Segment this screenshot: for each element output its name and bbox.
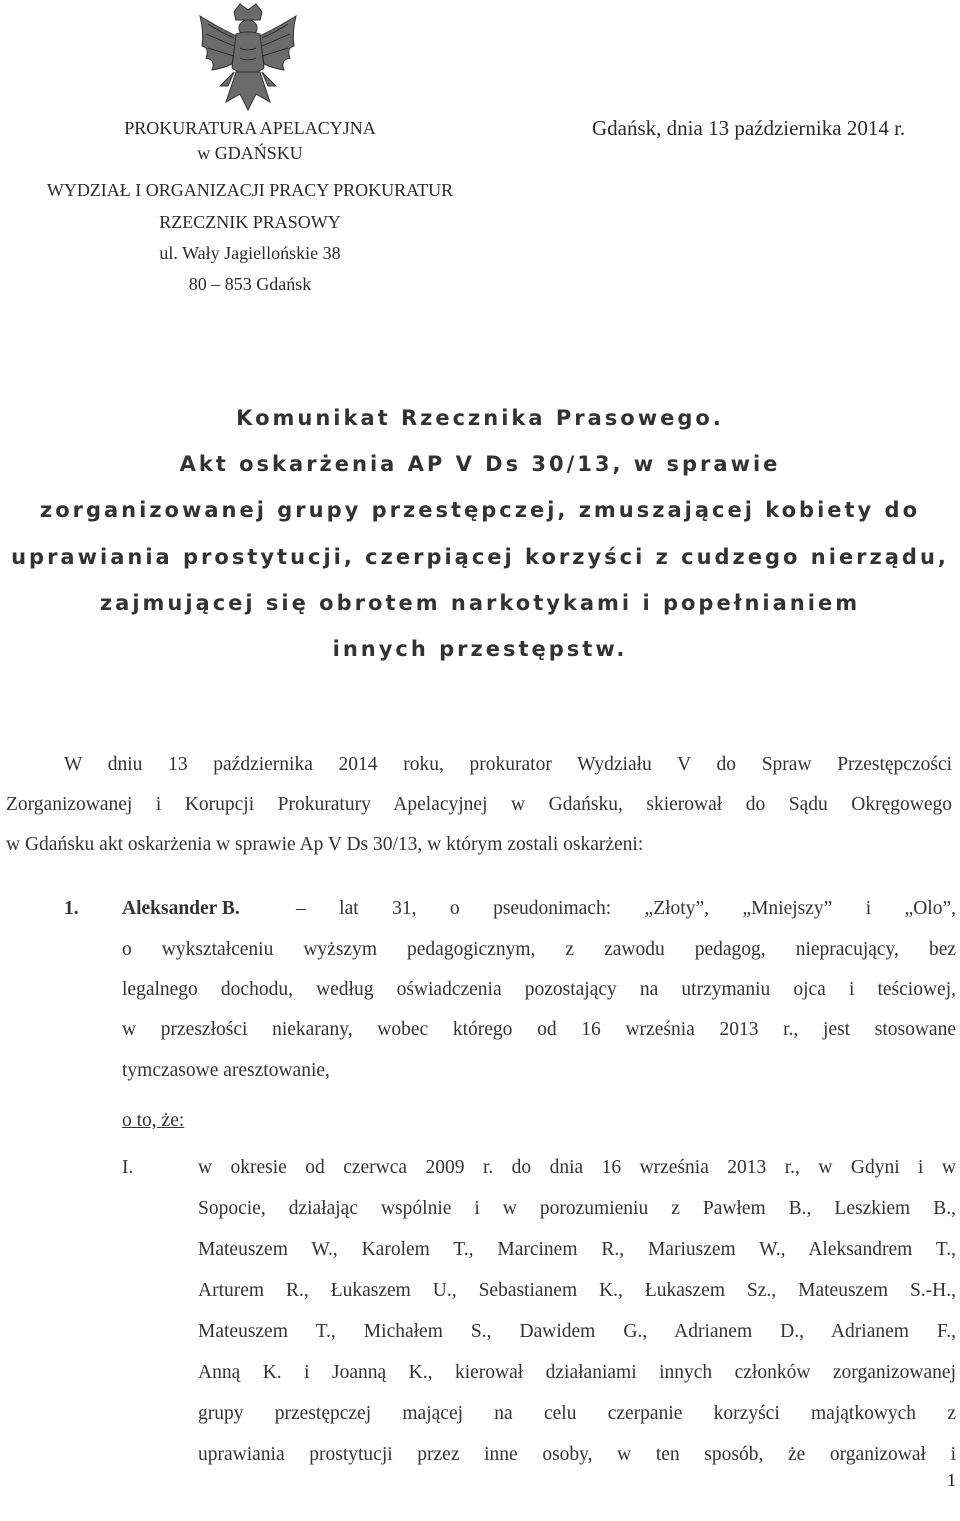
charge-line: Sopocie, działając wspólnie i w porozumieniu z Pawłem B., Leszkiem B., (198, 1198, 956, 1219)
polish-eagle-emblem-icon (196, 2, 300, 114)
office-name: PROKURATURA APELACYJNA (124, 118, 376, 138)
title-line: zorganizowanej grupy przestępczej, zmuszającej kobiety do (39, 498, 921, 522)
title-line: Akt oskarżenia AP V Ds 30/13, w sprawie (179, 452, 781, 476)
intro-line: Zorganizowanej i Korupcji Prokuratury Apelacyjnej w Gdańsku, skierował do Sądu Okręgowego (6, 794, 952, 815)
role-name: RZECZNIK PRASOWY (159, 212, 341, 232)
accused-description-line: w przeszłości niekarany, wobec którego od 16 września 2013 r., jest stosowane (122, 1019, 956, 1040)
department-name: WYDZIAŁ I ORGANIZACJI PRACY PROKURATUR (46, 180, 454, 200)
title-line: innych przestępstw. (332, 637, 628, 661)
accused-description-line: o wykształceniu wyższym pedagogicznym, z zawodu pedagog, niepracujący, bez (122, 939, 956, 960)
intro-line: W dniu 13 października 2014 roku, prokurator Wydziału V do Spraw Przestępczości (64, 754, 952, 775)
page-number: 1 (947, 1470, 956, 1490)
accused-number: 1. (64, 898, 79, 919)
charge-line: uprawiania prostytucji przez inne osoby, w ten sposób, że organizował i (198, 1444, 956, 1465)
street-address: ul. Wały Jagiellońskie 38 (159, 243, 341, 263)
charge-number: I. (122, 1157, 134, 1178)
charge-line: Mateuszem T., Michałem S., Dawidem G., Adrianem D., Adrianem F., (198, 1321, 956, 1342)
accused-description-line: legalnego dochodu, według oświadczenia pozostający na utrzymaniu ojca i teściowej, (122, 979, 956, 1000)
title-line: Komunikat Rzecznika Prasowego. (236, 406, 724, 430)
accused-description-line: – lat 31, o pseudonimach: „Złoty”, „Mniejszy” i „Olo”, (296, 898, 956, 919)
charge-line: w okresie od czerwca 2009 r. do dnia 16 września 2013 r., w Gdyni i w (198, 1157, 956, 1178)
charge-line: Anną K. i Joanną K., kierował działaniami innych członków zorganizowanej (198, 1362, 956, 1383)
accused-name: Aleksander B. (122, 898, 240, 919)
that-label: o to, że: (122, 1110, 185, 1131)
charge-line: Mateuszem W., Karolem T., Marcinem R., Mariuszem W., Aleksandrem T., (198, 1239, 956, 1260)
intro-line: w Gdańsku akt oskarżenia w sprawie Ap V Ds 30/13, w którym zostali oskarżeni: (6, 834, 644, 855)
title-line: zajmującej się obrotem narkotykami i popełnianiem (99, 591, 861, 615)
charge-line: grupy przestępczej mającej na celu czerpanie korzyści majątkowych z (198, 1403, 956, 1424)
document-date: Gdańsk, dnia 13 października 2014 r. (592, 116, 906, 140)
charge-line: Arturem R., Łukaszem U., Sebastianem K., Łukaszem Sz., Mateuszem S.-H., (198, 1280, 956, 1301)
postal-address: 80 – 853 Gdańsk (188, 274, 312, 294)
title-line: uprawiania prostytucji, czerpiącej korzyści z cudzego nierządu, (11, 545, 949, 569)
office-city: w GDAŃSKU (197, 143, 303, 163)
accused-description-line: tymczasowe aresztowanie, (122, 1060, 330, 1081)
